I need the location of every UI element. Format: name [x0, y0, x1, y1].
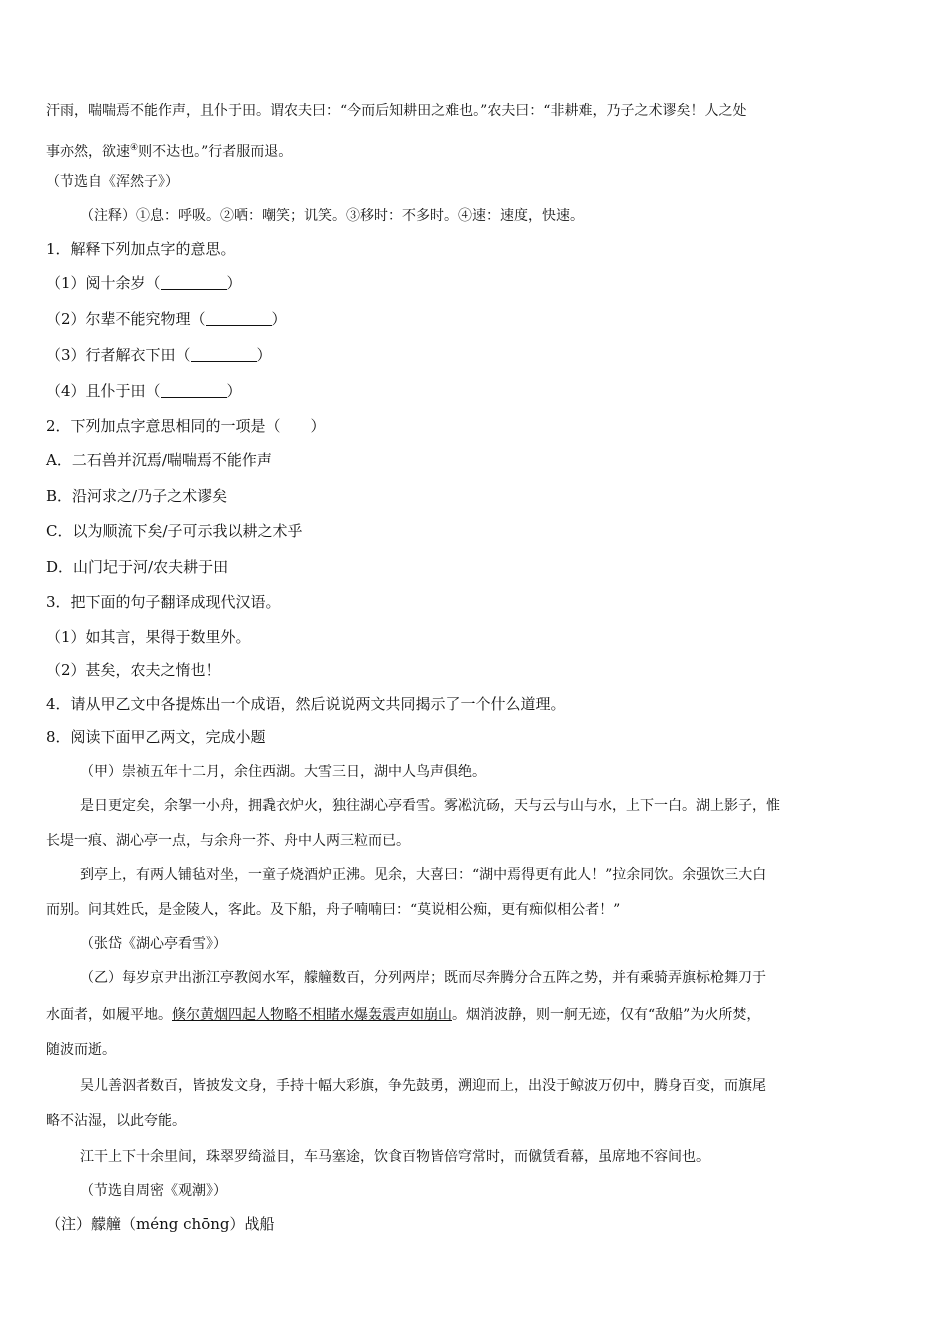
answer-blank — [161, 383, 227, 398]
q3-item-2: （2）甚矣，农夫之惰也！ — [46, 661, 221, 679]
passage-b-line-1: 汗雨，喘喘焉不能作声，且仆于田。谓农夫曰：“今而后知耕田之难也。”农夫曰：“非耕难，乃子之术谬矣！人之处 — [46, 103, 747, 119]
q2-option-b: B．沿河求之/乃子之术谬矣 — [46, 487, 228, 505]
passage-b-line-2-post: 则不达也。”行者服而退。 — [138, 144, 293, 160]
question-2: 2．下列加点字意思相同的一项是（ ） — [46, 417, 326, 435]
q1-item-4-text: （4）且仆于田（ — [46, 382, 161, 400]
q1-item-2-text: （2）尔辈不能究物理（ — [46, 310, 206, 328]
yi-para-1-line-1: （乙）每岁京尹出浙江亭教阅水军，艨艟数百，分列两岸；既而尽奔腾分合五阵之势，并有乘骑弄旗标枪舞刀于 — [80, 970, 766, 986]
question-1: 1．解释下列加点字的意思。 — [46, 240, 236, 258]
underlined-sentence: 倏尔黄烟四起人物略不相睹水爆轰震声如崩山 — [172, 1007, 452, 1023]
yi-para-1-line-2-post: 。烟消波静，则一舸无迹，仅有“敌船”为火所焚， — [452, 1007, 761, 1023]
jia-para-3-line-2: 而别。问其姓氏，是金陵人，客此。及下船，舟子喃喃曰：“莫说相公痴，更有痴似相公者！” — [46, 902, 621, 918]
jia-source: （张岱《湖心亭看雪》） — [80, 936, 227, 952]
q1-item-2 — [46, 309, 287, 329]
q1-item-3-close: ） — [256, 346, 272, 364]
yi-source: （节选自周密《观潮》） — [80, 1183, 227, 1199]
yi-para-2-line-2: 略不沾湿，以此夸能。 — [46, 1113, 186, 1129]
q1-item-1-close: ） — [226, 274, 242, 292]
yi-para-1-line-2-pre: 水面者，如履平地。 — [46, 1007, 172, 1023]
q1-item-3 — [46, 345, 272, 365]
yi-para-1-line-3: 随波而逝。 — [46, 1042, 116, 1058]
jia-para-3-line-1: 到亭上，有两人铺毡对坐，一童子烧酒炉正沸。见余，大喜曰：“湖中焉得更有此人！”拉余同饮。余强饮三大白 — [80, 867, 767, 883]
yi-para-3: 江干上下十余里间，珠翠罗绮溢目，车马塞途，饮食百物皆倍穹常时，而僦赁看幕，虽席地不容间也。 — [80, 1149, 710, 1165]
passage-b-notes: （注释）①息：呼吸。②哂：嘲笑；讥笑。③移时：不多时。④速：速度，快速。 — [80, 208, 584, 224]
passage-b-source: （节选自《浑然子》） — [46, 174, 179, 190]
jia-para-1: （甲）崇祯五年十二月，余住西湖。大雪三日，湖中人鸟声俱绝。 — [80, 764, 486, 780]
yi-para-1-line-2 — [46, 1005, 760, 1025]
q1-item-4-close: ） — [226, 382, 242, 400]
q2-option-d: D．山门圮于河/农夫耕于田 — [46, 558, 229, 576]
yi-note: （注）艨艟（méng chōng）战船 — [46, 1215, 275, 1233]
question-4: 4．请从甲乙文中各提炼出一个成语，然后说说两文共同揭示了一个什么道理。 — [46, 695, 566, 713]
question-3: 3．把下面的句子翻译成现代汉语。 — [46, 593, 281, 611]
jia-para-2-line-2: 长堤一痕、湖心亭一点，与余舟一芥、舟中人两三粒而已。 — [46, 833, 410, 849]
answer-blank — [206, 311, 272, 326]
answer-blank — [191, 347, 257, 362]
yi-para-2-line-1: 吴儿善泅者数百，皆披发文身，手持十幅大彩旗，争先鼓勇，溯迎而上，出没于鲸波万仞中，腾身百变，而旗尾 — [80, 1078, 766, 1094]
q1-item-2-close: ） — [271, 310, 287, 328]
section-8-heading: 8．阅读下面甲乙两文，完成小题 — [46, 728, 266, 746]
passage-b-line-2 — [46, 138, 292, 162]
q1-item-3-text: （3）行者解衣下田（ — [46, 346, 191, 364]
q1-item-1 — [46, 273, 242, 293]
passage-b-line-2-pre: 事亦然，欲速 — [46, 144, 130, 160]
q1-item-4 — [46, 381, 242, 401]
q2-option-a: A．二石兽并沉焉/喘喘焉不能作声 — [46, 451, 272, 469]
footnote-marker: ④ — [130, 143, 139, 153]
q3-item-1: （1）如其言，果得于数里外。 — [46, 628, 251, 646]
q1-item-1-text: （1）阅十余岁（ — [46, 274, 161, 292]
answer-blank — [161, 275, 227, 290]
jia-para-2-line-1: 是日更定矣，余挐一小舟，拥毳衣炉火，独往湖心亭看雪。雾凇沆砀，天与云与山与水，上下一白。湖上影子，惟 — [80, 798, 780, 814]
q2-option-c: C．以为顺流下矣/子可示我以耕之术乎 — [46, 522, 303, 540]
